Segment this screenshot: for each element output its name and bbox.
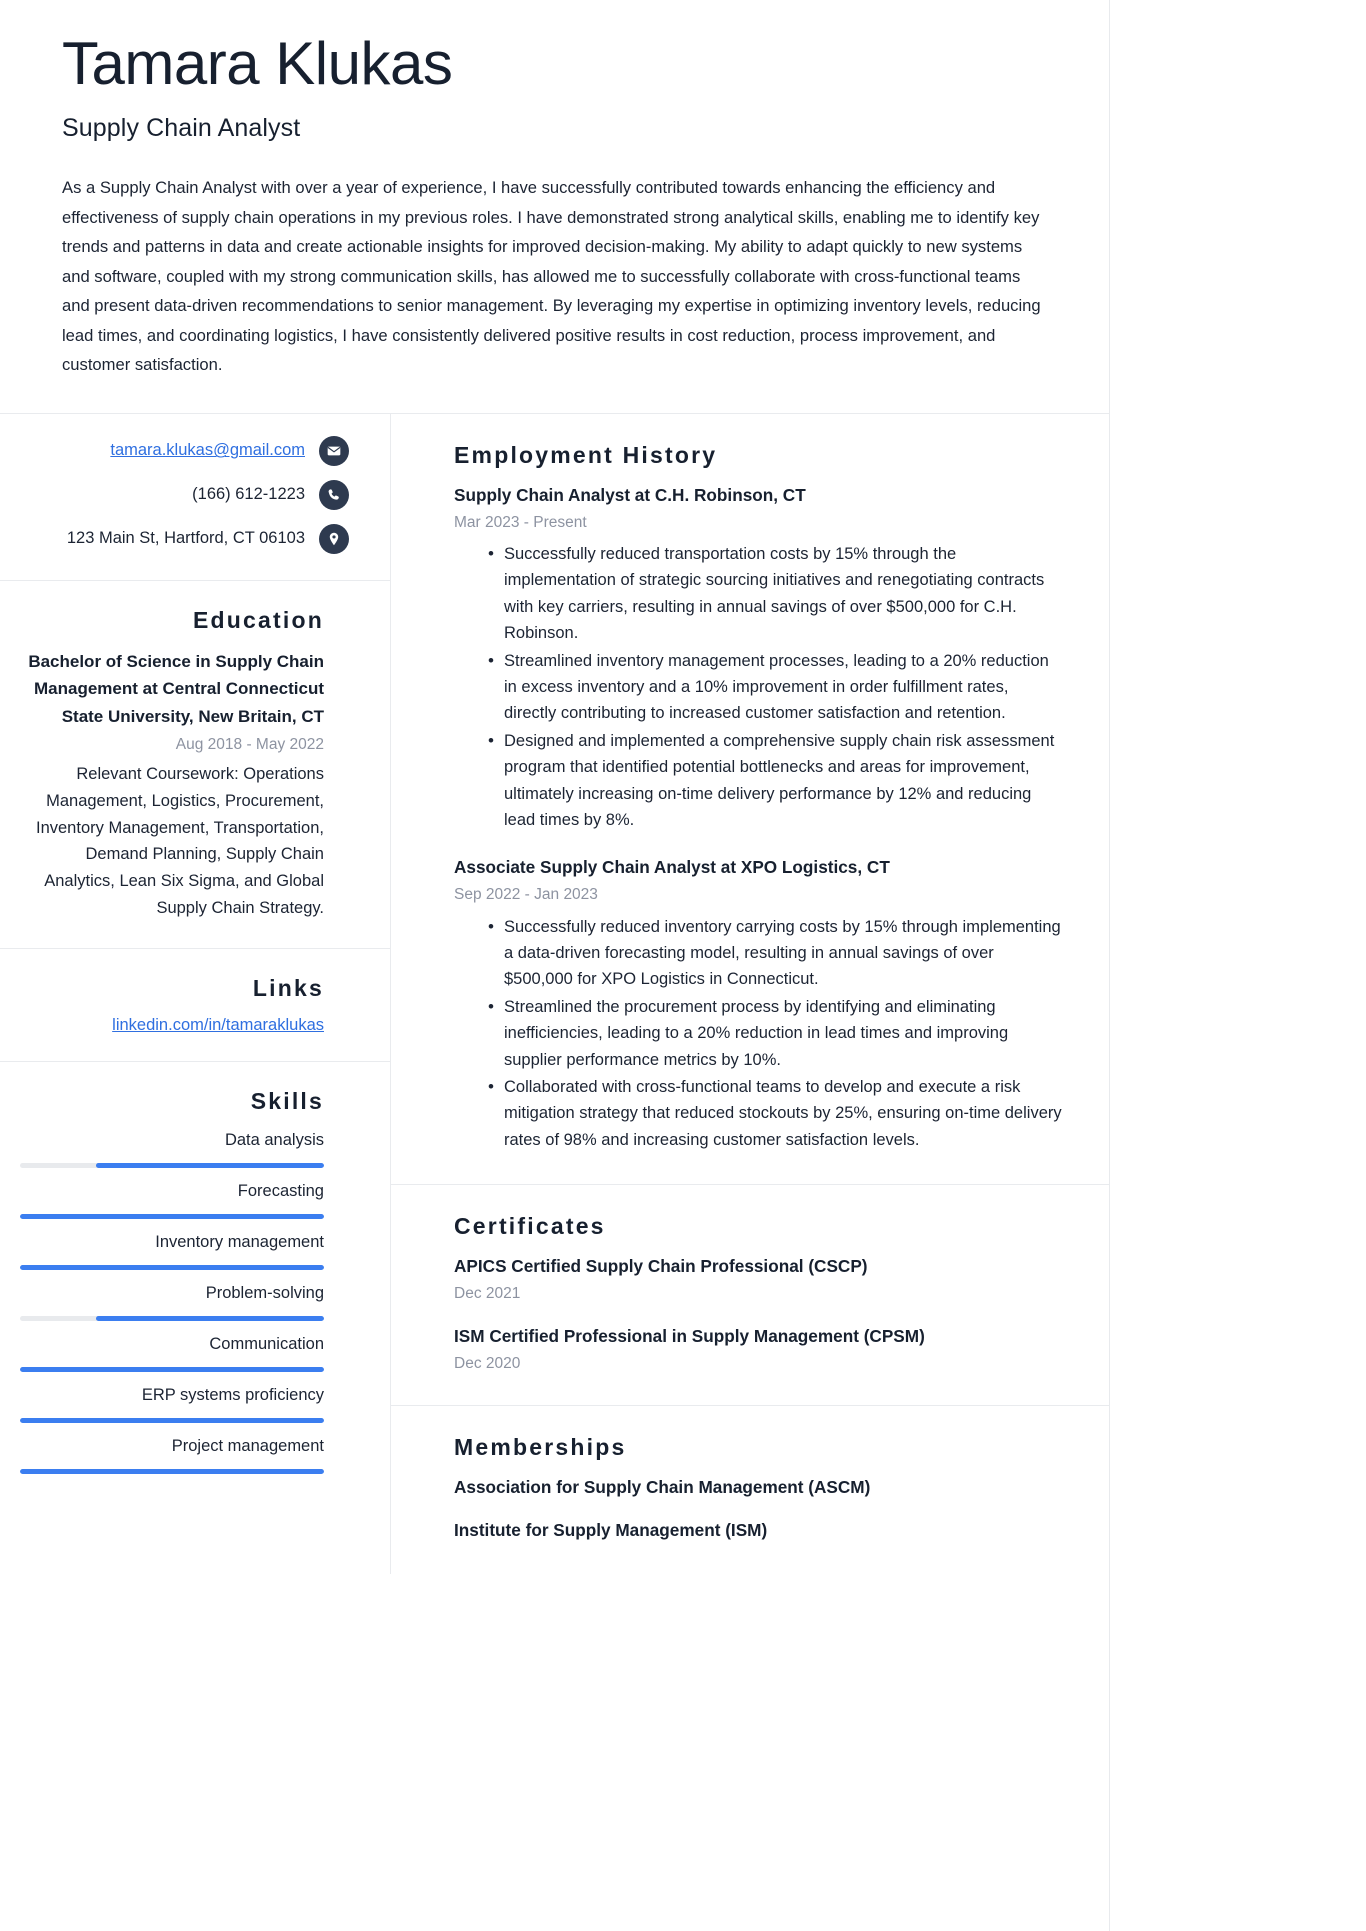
skill-progress-track [20,1418,324,1423]
memberships-heading: Memberships [454,1434,627,1461]
membership-entry: Association for Supply Chain Management (ASCM) [454,1477,871,1498]
skill-item [20,1231,324,1270]
employment-history-heading: Employment History [454,441,718,468]
skill-item [20,1282,324,1321]
certificate-entry [454,1324,1063,1375]
employment-entry-date: Sep 2022 - Jan 2023 [454,886,598,904]
skill-item [20,1384,324,1423]
employment-entry [454,483,1063,833]
skill-item [20,1333,324,1372]
contact-row-address [20,524,370,554]
phone-icon [319,480,349,510]
certificate-entry [454,1254,1063,1305]
location-pin-icon [319,524,349,554]
certificate-title: ISM Certified Professional in Supply Management (CPSM) [454,1326,925,1347]
skill-label: Project management [171,1437,324,1456]
contact-row-phone [20,480,370,510]
skill-label: Problem-solving [205,1283,324,1302]
sidebar [0,414,391,1574]
education-date: Aug 2018 - May 2022 [175,735,324,753]
skill-label: ERP systems proficiency [141,1386,324,1405]
skill-progress-track [20,1265,324,1270]
resume-body [0,414,1109,1574]
professional-summary: As a Supply Chain Analyst with over a year of experience, I have successfully contributed towards enhancing the efficiency and effectiveness of supply chain operations in my previous roles. I have demonstrated strong analytical skills, enabling me to identify key trends and patterns in data and create actionable insights for improved decision-making. My ability to adapt quickly to new systems and software, coupled with my strong communication skills, has allowed me to successfully collaborate with cross-functional teams and present data-driven recommendations to senior management. By leveraging my expertise in optimizing inventory levels, reducing lead times, and coordinating logistics, I have consistently delivered positive results in cost reduction, process improvement, and customer satisfaction. [62,178,1041,375]
skill-progress-fill [20,1265,324,1270]
address-text: 123 Main St, Hartford, CT 06103 [66,529,305,548]
skill-progress-track [20,1214,324,1219]
skill-item [20,1129,324,1168]
skill-label: Communication [209,1334,324,1353]
skill-label: Forecasting [237,1181,324,1200]
certificates-block [391,1185,1109,1406]
phone-number: (166) 612-1223 [192,485,305,504]
skill-label: Inventory management [155,1232,324,1251]
skill-progress-fill [20,1367,324,1372]
link-item[interactable] [20,1016,324,1035]
linkedin-link[interactable]: linkedin.com/in/tamaraklukas [112,1015,324,1034]
skill-progress-track [20,1163,324,1168]
contact-block [0,414,390,581]
employment-bullet: • Collaborated with cross-functional teams to develop and execute a risk mitigation strategy that reduced stockouts by 25%, ensuring on-time delivery rates of 98% and increasing customer satisfaction levels. [488,1074,1063,1153]
certificates-list [454,1254,1063,1375]
education-degree: Bachelor of Science in Supply Chain Management at Central Connecticut State University, New Britain, CT [28,651,324,726]
email-link[interactable]: tamara.klukas@gmail.com [110,441,305,460]
certificates-heading: Certificates [454,1213,606,1240]
employment-list [454,483,1063,1153]
skills-heading: Skills [250,1087,324,1114]
skill-progress-fill [20,1418,324,1423]
education-description: Relevant Coursework: Operations Management, Logistics, Procurement, Inventory Management, Transportation, Demand Planning, Supply Chain Analytics, Lean Six Sigma, and Global Supply Chain Strategy. [36,765,324,917]
skills-block [0,1062,390,1505]
employment-bullet: • Streamlined inventory management processes, leading to a 20% reduction in excess inventory and a 10% improvement in order fulfillment rates, directly contributing to increased customer satisfaction and retention. [488,648,1063,727]
education-heading: Education [193,606,324,633]
employment-history-block [391,414,1109,1185]
employment-entry-title: Associate Supply Chain Analyst at XPO Logistics, CT [454,857,890,878]
skill-label: Data analysis [224,1130,324,1149]
skill-progress-track [20,1469,324,1474]
skill-progress-fill [20,1469,324,1474]
skill-item [20,1180,324,1219]
skill-progress-track [20,1316,324,1321]
employment-entry-date: Mar 2023 - Present [454,513,587,531]
contact-row-email[interactable] [20,436,370,466]
skill-progress-fill [20,1214,324,1219]
skill-progress-fill [96,1316,324,1321]
education-block [0,581,390,949]
employment-bullet-list [454,541,1063,833]
certificate-title: APICS Certified Supply Chain Professional (CSCP) [454,1256,868,1277]
certificate-date: Dec 2020 [454,1355,521,1373]
employment-bullet: • Successfully reduced transportation costs by 15% through the implementation of strategic sourcing initiatives and renegotiating contracts with key carriers, resulting in annual savings of over $500,000 for C.H. Robinson. [488,541,1063,647]
employment-bullet: • Streamlined the procurement process by identifying and eliminating inefficiencies, leading to a 20% reduction in lead times and improving supplier performance metrics by 10%. [488,994,1063,1073]
employment-bullet: • Designed and implemented a comprehensive supply chain risk assessment program that identified potential bottlenecks and areas for improvement, ultimately increasing on-time delivery performance by 12% and reducing lead times by 8%. [488,728,1063,834]
links-block [0,949,390,1062]
employment-bullet: • Successfully reduced inventory carrying costs by 15% through implementing a data-driven forecasting model, resulting in annual savings of over $500,000 for XPO Logistics in Connecticut. [488,914,1063,993]
job-title: Supply Chain Analyst [62,114,301,143]
skills-list [20,1129,324,1475]
links-heading: Links [252,974,324,1001]
employment-entry [454,855,1063,1153]
memberships-block [391,1406,1109,1574]
employment-bullet-list [454,914,1063,1154]
membership-entry: Institute for Supply Management (ISM) [454,1520,768,1541]
employment-entry-title: Supply Chain Analyst at C.H. Robinson, CT [454,484,806,505]
envelope-icon [319,436,349,466]
resume-header [0,0,1109,413]
main-column [391,414,1109,1574]
skill-progress-fill [96,1163,324,1168]
memberships-list [454,1475,1063,1544]
skill-progress-track [20,1367,324,1372]
certificate-date: Dec 2021 [454,1285,521,1303]
page-title: Tamara Klukas [62,30,453,97]
skill-item [20,1435,324,1474]
